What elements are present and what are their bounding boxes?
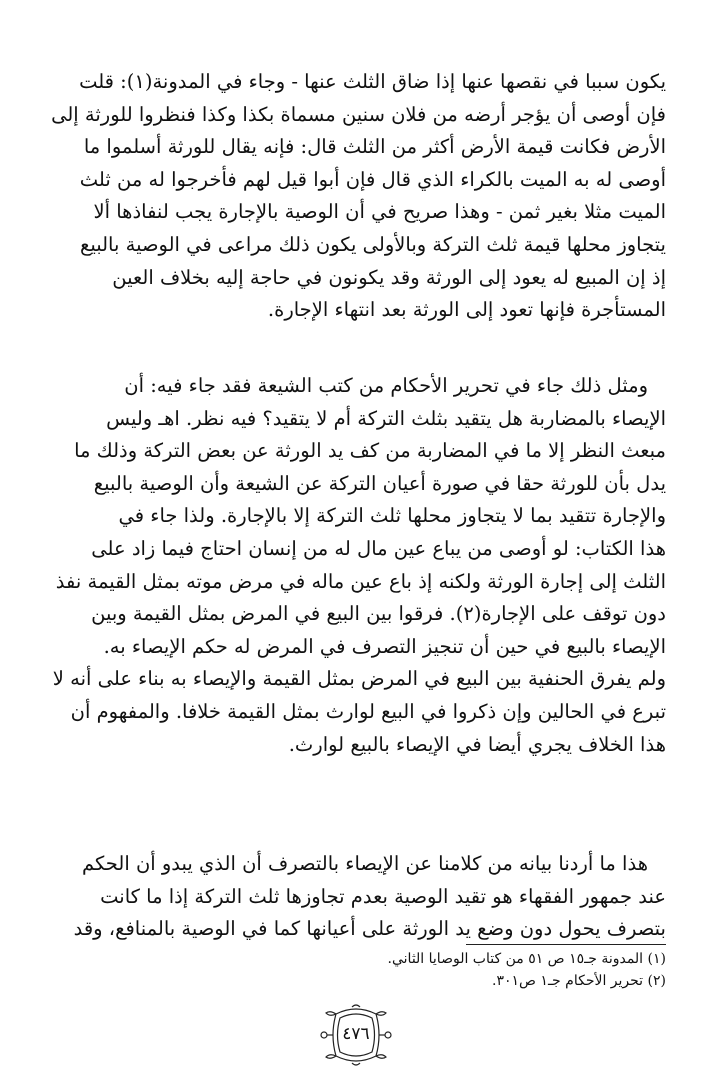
text-line: والإجارة تتقيد بما لا يتجاوز محلها ثلث التركة إلا بالإجارة. ولذا جاء في bbox=[118, 504, 666, 528]
text-line: المستأجرة فإنها تعود إلى الورثة بعد انتهاء الإجارة. bbox=[267, 298, 666, 322]
paragraph-3 bbox=[46, 848, 666, 946]
text-line: هذا الخلاف يجري أيضا في الإيصاء بالبيع لوارث. bbox=[288, 732, 666, 756]
text-line: يدل بأن للورثة حقا في صورة أعيان التركة عن الشيعة وأن الوصية بالبيع bbox=[93, 471, 666, 495]
text-line: يتجاوز محلها قيمة ثلث التركة وبالأولى يكون ذلك مراعى في الوصية بالبيع bbox=[79, 232, 666, 256]
text-line: يكون سببا في نقصها عنها إذا ضاق الثلث عنها - وجاء في المدونة(١): قلت bbox=[79, 70, 666, 93]
footnote-2: (٢) تحرير الأحكام جـ١ ص٣٠١. bbox=[492, 973, 666, 989]
text-line: مبعث النظر إلا ما في المضاربة من كف يد الورثة عن بعض التركة وذلك ما bbox=[74, 439, 666, 463]
page-number: ٤٧٦ bbox=[342, 1024, 370, 1044]
text-line: الإيصاء بالمضاربة هل يتقيد بثلث التركة أم لا يتقيد؟ فيه نظر. اهـ وليس bbox=[106, 406, 666, 430]
text-line: ومثل ذلك جاء في تحرير الأحكام من كتب الشيعة فقد جاء فيه: أن bbox=[124, 374, 648, 397]
text-line: هذا الكتاب: لو أوصى من يباع عين مال له من إنسان احتاج فيما زاد على bbox=[91, 536, 666, 560]
text-line: الثلث إلى إجارة الورثة ولكنه إذ باع عين ماله في مرض موته بمثل القيمة نفذ bbox=[55, 569, 666, 593]
text-line: الميت مثلا بغير ثمن - وهذا صريح في أن الوصية بالإجارة يجب لنفاذها ألا bbox=[93, 200, 666, 224]
page-number-ornament bbox=[316, 1002, 396, 1068]
text-line: ولم يفرق الحنفية بين البيع في المرض بمثل القيمة والإيصاء به بناء على أنه لا bbox=[52, 667, 666, 691]
text-line: هذا ما أردنا بيانه من كلامنا عن الإيصاء بالتصرف أن الذي يبدو أن الحكم bbox=[82, 852, 648, 875]
footnotes bbox=[46, 948, 666, 992]
text-line: تبرع في الحالين وإن ذكروا في البيع لوارث بمثل القيمة خلافا. والمفهوم أن bbox=[70, 699, 666, 723]
text-line: فإن أوصى أن يؤجر أرضه من فلان سنين مسماة بكذا وكذا فنظروا للورثة إلى bbox=[51, 102, 666, 126]
text-line: بتصرف يحول دون وضع يد الورثة على أعيانها كما في الوصية بالمنافع، وقد bbox=[73, 917, 666, 941]
text-line: الأرض فكانت قيمة الأرض أكثر من الثلث قال: فإنه يقال للورثة أسلموا ما bbox=[83, 135, 666, 159]
text-line: إذ إن المبيع له يعود إلى الورثة وقد يكونون في حاجة إليه بخلاف العين bbox=[112, 265, 666, 289]
paragraph-1 bbox=[46, 66, 666, 327]
text-line: دون توقف على الإجارة(٢). فرقوا بين البيع في المرض بمثل القيمة وبين bbox=[91, 602, 666, 626]
text-line: الإيصاء بالبيع في حين أن تنجيز التصرف في المرض له حكم الإيصاء به. bbox=[103, 634, 666, 658]
footnote-divider bbox=[466, 944, 666, 945]
paragraph-2 bbox=[46, 370, 666, 761]
text-line: عند جمهور الفقهاء هو تقيد الوصية بعدم تجاوزها ثلث التركة إذا ما كانت bbox=[100, 884, 666, 908]
footnote-1: (١) المدونة جـ١٥ ص ٥١ من كتاب الوصايا الثاني. bbox=[387, 951, 666, 967]
text-line: أوصى له به الميت بالكراء الذي قال فإن أبوا قيل لهم فأخرجوا له من ثلث bbox=[79, 167, 666, 191]
